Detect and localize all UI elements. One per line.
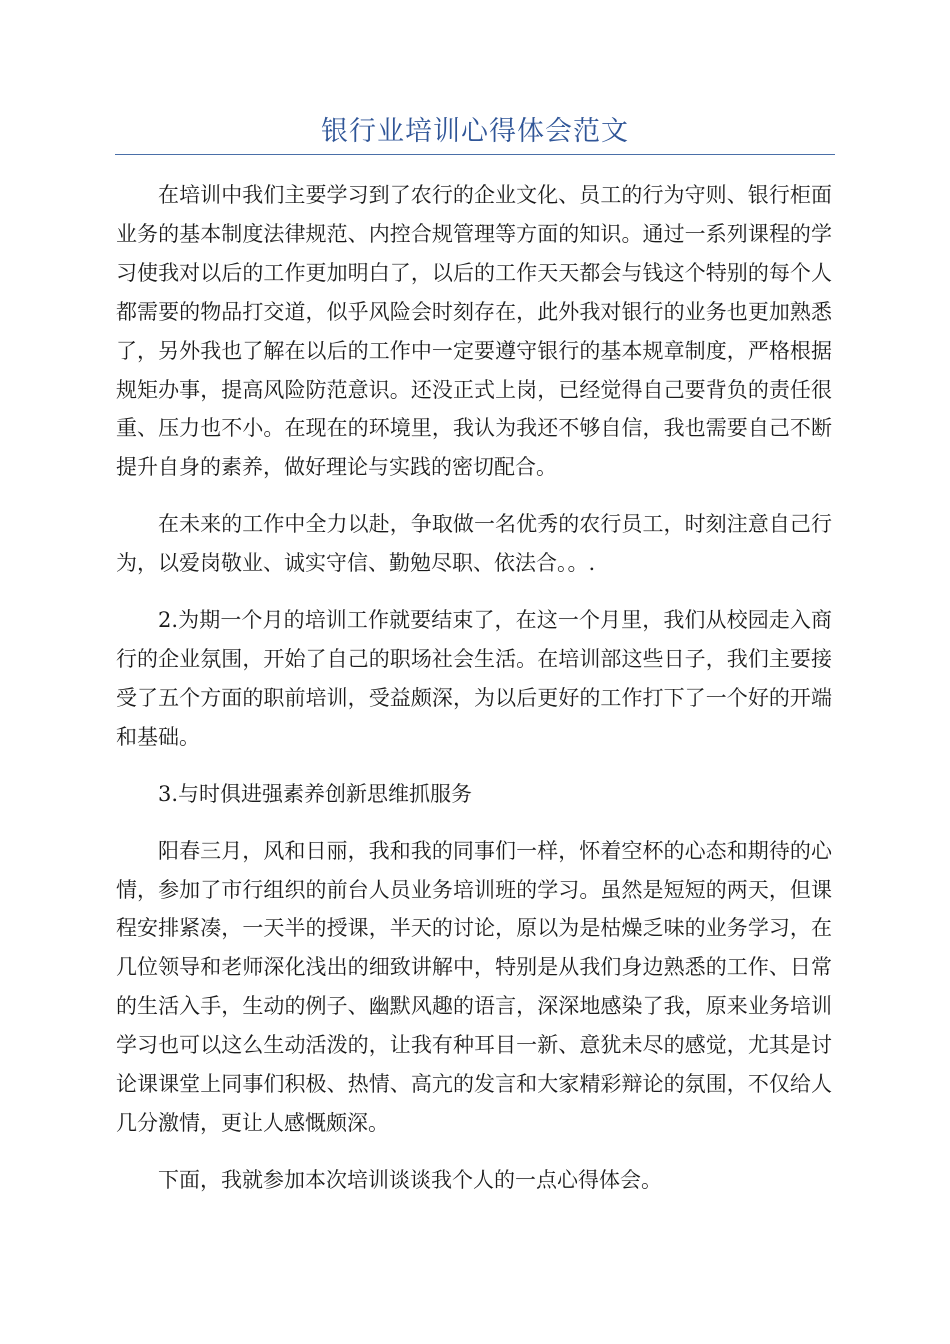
document-body [116, 176, 832, 1218]
paragraph-future-work: 在未来的工作中全力以赴，争取做一名优秀的农行员工，时刻注意自己行为，以爱岗敬业、诚实守信、勤勉尽职、依法合。。. [116, 512, 832, 576]
paragraph-training-content: 在培训中我们主要学习到了农行的企业文化、员工的行为守则、银行柜面业务的基本制度法律规范、内控合规管理等方面的知识。通过一系列课程的学习使我对以后的工作更加明白了，以后的工作天天都会与钱这个特别的每个人都需要的物品打交道，似乎风险会时刻存在，此外我对银行的业务也更加熟悉了，另外我也了解在以后的工作中一定要遵守银行的基本规章制度，严格根据规矩办事，提高风险防范意识。还没正式上岗，已经觉得自己要背负的责任很重、压力也不小。在现在的环境里，我认为我还不够自信，我也需要自己不断提升自身的素养，做好理论与实践的密切配合。 [116, 183, 832, 480]
paragraph-one-month-training: 2.为期一个月的培训工作就要结束了，在这一个月里，我们从校园走入商行的企业氛围，开始了自己的职场社会生活。在培训部这些日子，我们主要接受了五个方面的职前培训，受益颇深，为以后更好的工作打下了一个好的开端和基础。 [116, 608, 832, 749]
paragraph-section-heading: 3.与时俱进强素养创新思维抓服务 [158, 781, 473, 806]
paragraph-closing: 下面，我就参加本次培训谈谈我个人的一点心得体会。 [158, 1167, 662, 1192]
paragraph-spring-training: 阳春三月，风和日丽，我和我的同事们一样，怀着空杯的心态和期待的心情，参加了市行组织的前台人员业务培训班的学习。虽然是短短的两天，但课程安排紧凑，一天半的授课，半天的讨论，原以为是枯燥乏味的业务学习，在几位领导和老师深化浅出的细致讲解中，特别是从我们身边熟悉的工作、日常的生活入手，生动的例子、幽默风趣的语言，深深地感染了我，原来业务培训学习也可以这么生动活泼的，让我有种耳目一新、意犹未尽的感觉，尤其是讨论课课堂上同事们积极、热情、高亢的发言和大家精彩辩论的氛围，不仅给人几分激情，更让人感慨颇深。 [116, 838, 832, 1135]
document-title: 银行业培训心得体会范文 [321, 116, 629, 147]
title-block [115, 112, 835, 155]
